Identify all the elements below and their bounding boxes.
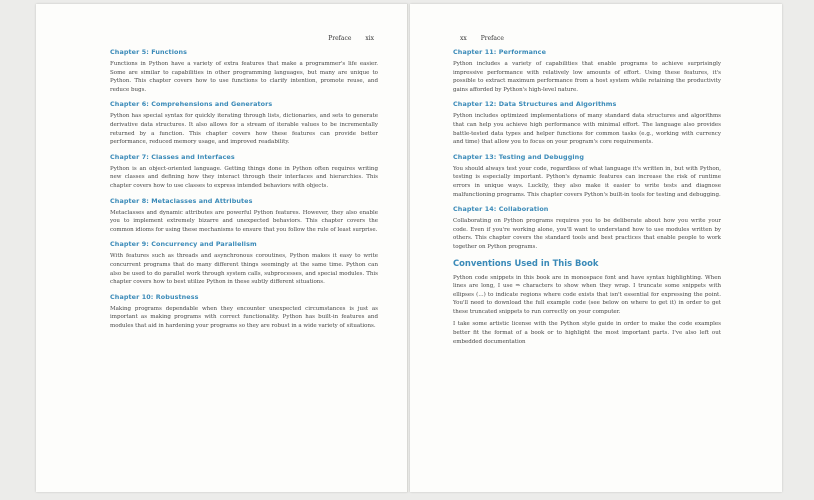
running-head bbox=[454, 35, 510, 42]
chapter-description: Python has special syntax for quickly iterating through lists, dictionaries, and sets to generate derivative data structures. It also allows for a stream of iterable values to be incrementally returned by a function. This chapter covers how these features can provide better performance, reduced memory usage, and improved readability. bbox=[110, 113, 378, 146]
chapter-section bbox=[453, 48, 721, 94]
page-number: xx bbox=[460, 35, 467, 42]
chapter-heading: Chapter 10: Robustness bbox=[110, 292, 199, 301]
chapter-description: Python includes optimized implementations of many standard data structures and algorithms that can help you achieve high performance with minimal effort. The language also provides battle-tested data types and helper functions for common tasks (e.g., working with currency and time) that allow you to focus on your program's core requirements. bbox=[453, 113, 721, 146]
conventions-heading: Conventions Used in This Book bbox=[453, 257, 599, 268]
chapter-description: Metaclasses and dynamic attributes are powerful Python features. However, they also enable you to implement extremely bizarre and unexpected behaviors. This chapter covers the common idioms for using these mechanisms to ensure that you follow the rule of least surprise. bbox=[110, 209, 378, 233]
running-head-title: Preface bbox=[480, 35, 504, 42]
chapter-section bbox=[110, 48, 378, 94]
chapter-section bbox=[110, 153, 378, 191]
chapter-description: Collaborating on Python programs requires you to be deliberate about how you write your code. Even if you're working alone, you'll want to understand how to use modules written by others. This chapter covers the standard tools and best practices that enable people to work together on Python programs. bbox=[453, 218, 721, 250]
running-head-title: Preface bbox=[328, 35, 352, 42]
chapter-description: You should always test your code, regardless of what language it's written in, but with Python, testing is especially important. Python's dynamic features can increase the risk of runtime errors in unique ways. Luckily, they also make it easier to write tests and diagnose malfunctioning programs. This chapter covers Python's built-in tools for testing and debugging. bbox=[453, 165, 721, 198]
chapter-heading: Chapter 6: Comprehensions and Generators bbox=[110, 100, 273, 109]
page-number: xix bbox=[365, 35, 374, 42]
chapter-heading: Chapter 5: Functions bbox=[110, 48, 188, 56]
chapter-section bbox=[453, 100, 721, 146]
chapter-description: Python includes a variety of capabilities that enable programs to achieve surprisingly impressive performance with relatively low amounts of effort. Using these features, it's possible to extract maximum performance from a host system while retaining the productivity gains afforded by Python's high-level nature. bbox=[453, 61, 721, 93]
conventions-paragraph: Python code snippets in this book are in monospace font and have syntax highlighting. When lines are long, I use ⇒ characters to show when they wrap. I truncate some snippets with ellipses (...) to indicate regions where code exists that isn't essential for expressing the point. You'll need to download the full example code (see below on where to get it) in order to get these truncated snippets to run correctly on your computer. bbox=[453, 274, 721, 315]
chapter-section bbox=[110, 240, 378, 286]
chapter-section bbox=[453, 205, 721, 251]
chapter-section bbox=[110, 197, 378, 235]
chapter-heading: Chapter 13: Testing and Debugging bbox=[453, 152, 584, 161]
running-head bbox=[322, 35, 380, 42]
right-page bbox=[410, 4, 782, 492]
chapter-heading: Chapter 12: Data Structures and Algorithms bbox=[453, 100, 617, 109]
chapter-description: Making programs dependable when they encounter unexpected circumstances is just as important as making programs with correct functionality. Python has built-in features and modules that aid in hardening your programs so they are robust in a wide variety of situations. bbox=[110, 305, 378, 329]
chapter-section bbox=[453, 153, 721, 199]
chapter-heading: Chapter 7: Classes and Interfaces bbox=[110, 152, 235, 161]
chapter-heading: Chapter 14: Collaboration bbox=[453, 205, 549, 214]
chapter-heading: Chapter 11: Performance bbox=[453, 48, 547, 56]
chapter-description: With features such as threads and asynchronous coroutines, Python makes it easy to write concurrent programs that do many different things seemingly at the same time. Python can also be used to do parallel work through system calls, subprocesses, and special modules. This chapter covers how to best utilize Python in these subtly different situations. bbox=[110, 253, 378, 286]
chapter-heading: Chapter 8: Metaclasses and Attributes bbox=[110, 196, 253, 205]
chapter-description: Python is an object-oriented language. Getting things done in Python often requires writing new classes and defining how they interact through their interfaces and hierarchies. This chapter covers how to use classes to express intended behaviors with objects. bbox=[110, 165, 378, 189]
right-page-content bbox=[453, 48, 721, 350]
conventions-paragraph: I take some artistic license with the Python style guide in order to make the code examples better fit the format of a book or to highlight the most important parts. I've also left out embedded documentation bbox=[453, 321, 721, 345]
chapter-description: Functions in Python have a variety of extra features that make a programmer's life easier. Some are similar to capabilities in other programming languages, but many are unique to Python. This chapter covers how to use functions to clarify intention, promote reuse, and reduce bugs. bbox=[110, 61, 378, 93]
chapter-heading: Chapter 9: Concurrency and Parallelism bbox=[110, 240, 257, 249]
left-page bbox=[36, 4, 408, 492]
left-page-content bbox=[110, 48, 378, 336]
chapter-section bbox=[110, 293, 378, 331]
chapter-section bbox=[110, 100, 378, 146]
